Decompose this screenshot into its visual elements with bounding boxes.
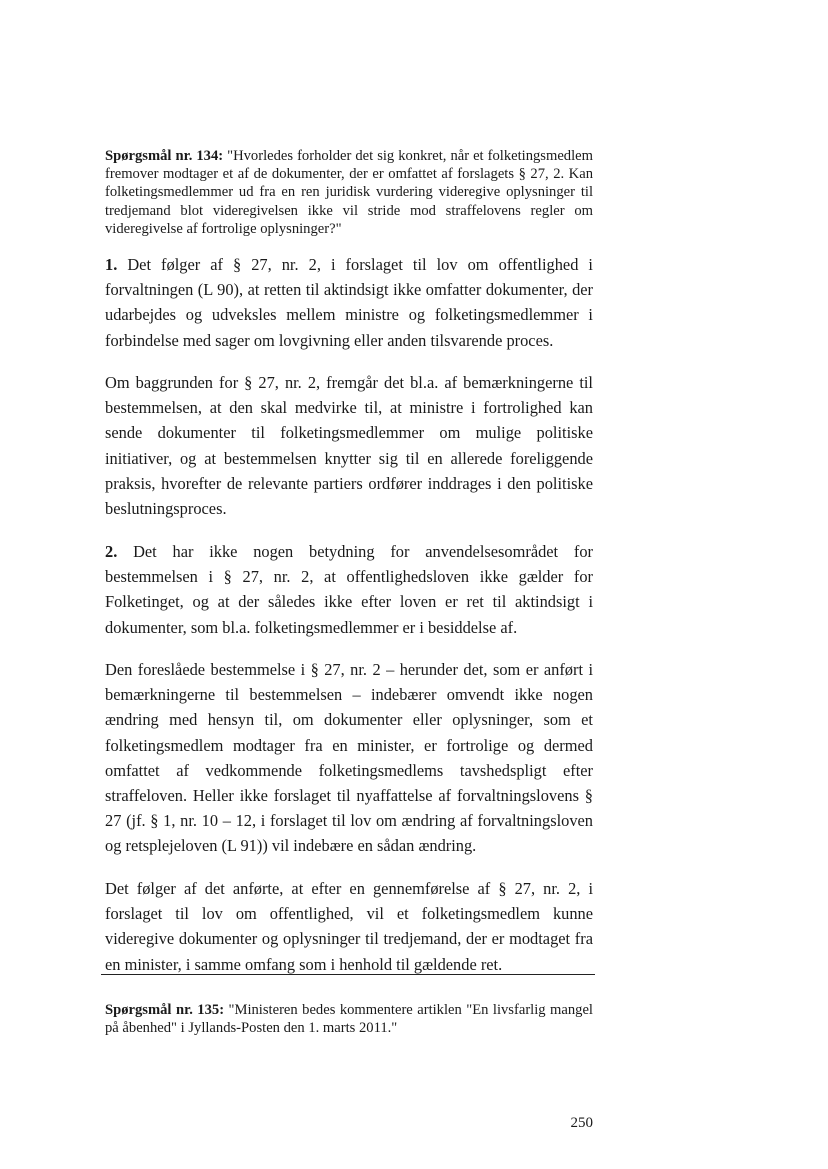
answer-paragraph-1-text: Det følger af § 27, nr. 2, i forslaget til lov om offentlighed i forvaltningen (L 90), at retten til aktindsigt ikke omfatter dokumenter, der udarbejdes og udveksles mellem ministre og folketingsmedlemmer i forbindelse med sager om lovgivning eller anden tilsvarende proces. bbox=[105, 255, 593, 350]
answer-paragraph-4: Den foreslåede bestemmelse i § 27, nr. 2 – herunder det, som er anført i bemærkningerne til bestemmelsen – indebærer omvendt ikke nogen ændring med hensyn til, om dokumenter eller oplysninger, som et folketingsmedlem modtager fra en minister, er fortrolige og dermed omfattet af vedkommende folketingsmedlems tavshedspligt efter straffeloven. Heller ikke forslaget til nyaffattelse af forvaltningslovens § 27 (jf. § 1, nr. 10 – 12, i forslaget til lov om ændring af forvaltningsloven og retsplejeloven (L 91)) vil indebære en sådan ændring. bbox=[105, 660, 593, 856]
page-number: 250 bbox=[570, 1115, 593, 1131]
question-134 bbox=[105, 147, 593, 238]
answer-number-1: 1. bbox=[105, 255, 118, 274]
answer-paragraph-3-text: Det har ikke nogen betydning for anvendelsesområdet for bestemmelsen i § 27, nr. 2, at offentlighedsloven ikke gælder for Folketinget, og at der således ikke efter loven er ret til aktindsigt i dokumenter, som bl.a. folketingsmedlemmer er i besiddelse af. bbox=[105, 542, 593, 637]
question-134-text: "Hvorledes forholder det sig konkret, når et folketingsmedlem fremover modtager et af de dokumenter, der er omfattet af forslagets § 27, 2. Kan folketingsmedlemmer ud fra en ren juridisk vurdering videregive oplysninger til tredjemand blot videregivelsen ikke vil stride mod straffelovens regler om videregivelse af fortrolige oplysninger?" bbox=[105, 148, 593, 237]
answer-number-2: 2. bbox=[105, 542, 118, 561]
answer-paragraph-3 bbox=[105, 539, 593, 640]
section-divider bbox=[101, 974, 595, 975]
answer-paragraph-5: Det følger af det anførte, at efter en gennemførelse af § 27, nr. 2, i forslaget til lov om offentlighed, vil et folketingsmedlem kunne videregive dokumenter og oplysninger til tredjemand, der er modtaget fra en minister, i samme omfang som i henhold til gældende ret. bbox=[105, 879, 593, 974]
question-135-text: "Ministeren bedes kommentere artiklen "En livsfarlig mangel på åbenhed" i Jyllands-Posten den 1. marts 2011." bbox=[105, 1002, 593, 1037]
answer-paragraph-1 bbox=[105, 252, 593, 353]
question-135-label: Spørgsmål nr. 135: bbox=[105, 1002, 225, 1018]
answer-paragraph-2: Om baggrunden for § 27, nr. 2, fremgår det bl.a. af bemærkningerne til bestemmelsen, at den skal medvirke til, at ministre i fortrolighed kan sende dokumenter til folketingsmedlemmer om mulige politiske initiativer, og at bestemmelsen knytter sig til en allerede foreliggende praksis, hvorefter de relevante partiers ordfører inddrages i den politiske beslutningsproces. bbox=[105, 373, 593, 519]
question-134-label: Spørgsmål nr. 134: bbox=[105, 148, 224, 164]
question-135 bbox=[105, 1001, 593, 1037]
